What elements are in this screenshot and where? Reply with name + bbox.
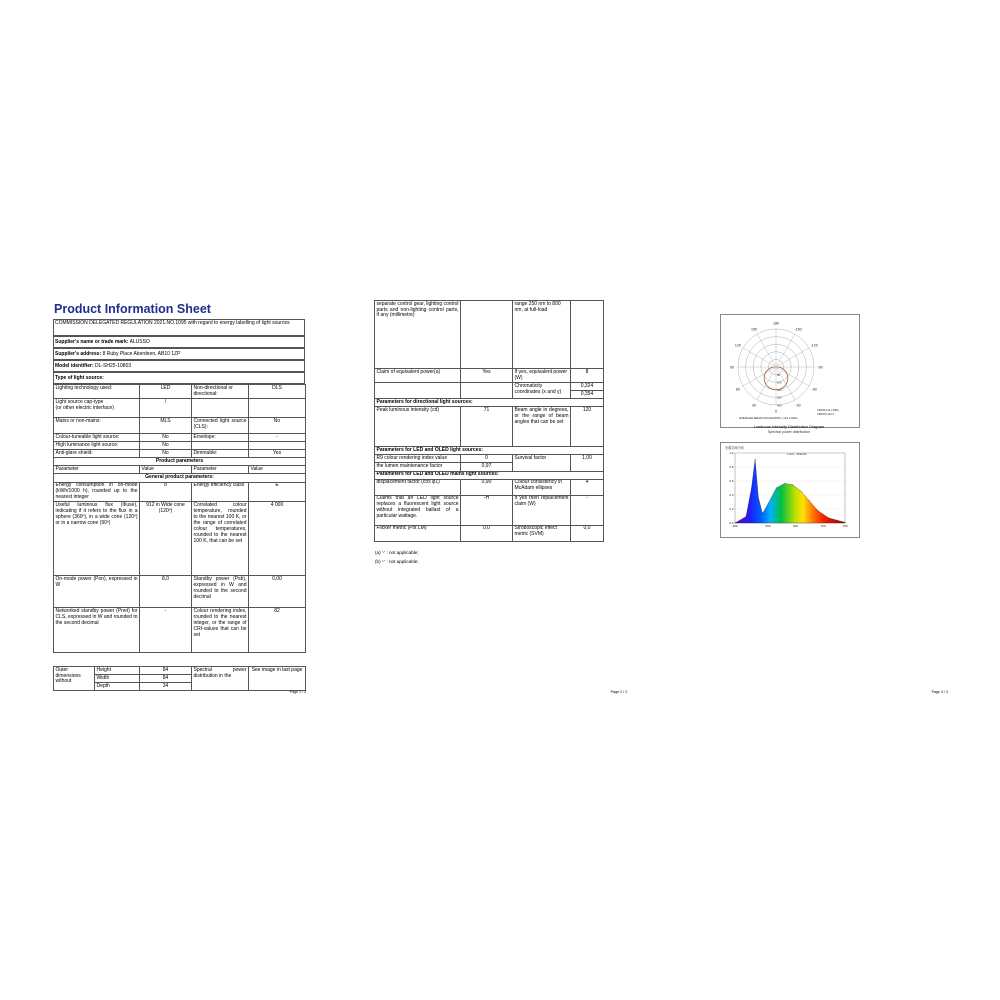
dimensions-table (53, 666, 306, 691)
spectrum-point (758, 497, 759, 498)
spectrum-point (755, 459, 756, 460)
directional-heading: Parameters for directional light sources: (375, 399, 604, 407)
table-row: Networked standby power (Pnet) for CLS, expressed in W and rounded to the second decimal - Colour rendering index, rounded to the nearest integer, or the range of CRI-values that can be set 82 (54, 608, 306, 653)
polar-radius-label: 240 (777, 388, 782, 393)
table-row: Lighting technology used: LED Non-directional or directional: DLS (54, 385, 306, 399)
table-row: Anti-glare shield: No Dimmable: Yes (54, 450, 306, 458)
product-params-heading: Product parameters (54, 458, 306, 466)
spectrum-point (809, 500, 810, 501)
spectrum-point (735, 523, 736, 524)
spectrum-xtick: 780 (842, 524, 848, 528)
spectrum-point (817, 510, 818, 511)
spectrum-point (845, 522, 846, 523)
polar-spoke (757, 334, 776, 367)
table-row: Energy consumption in on-mode (kWh/1000 h), rounded up to the nearest integer 8 Energy efficiency class E (54, 482, 306, 502)
polar-radius-label: 80 (777, 372, 781, 377)
table-row: High luminance light source: No (54, 442, 306, 450)
table-row: Outer dimensions without Height 84 Spectral power distribution in the See image in last page (54, 667, 306, 675)
page-2 (371, 300, 629, 696)
spectrum-point (768, 504, 769, 505)
model-value: DL-SH25-10803 (95, 363, 132, 369)
model-row (53, 360, 305, 372)
polar-spoke (776, 348, 809, 367)
polar-angle-label: 150 (751, 327, 757, 332)
spectrum-point (792, 484, 793, 485)
table-row: Depth 34 (54, 683, 306, 691)
page-number: Page 2 / 3 (610, 690, 627, 694)
polar-legend: AVERAGE BEAM ANGLE(50%): 112.2 DEG (739, 416, 798, 420)
table-row: Light source cap-type (or other electric interface) / (54, 399, 306, 418)
table-row: Colour-tuneable light source: No Envelope: - (54, 434, 306, 442)
polar-angle-label: 60 (735, 387, 740, 392)
spectrum-ytick: 0.0 (729, 521, 734, 525)
table-row: the lumen maintenance factor 0,97 (375, 463, 604, 471)
supplier-row (53, 336, 305, 348)
type-heading: Type of light source: (53, 372, 305, 384)
spectrum-frame (720, 442, 860, 538)
polar-angle-label: 120 (734, 343, 741, 348)
spectral-caption: Spectral power distribution (767, 430, 811, 434)
spectrum-xtick: 380 (732, 524, 738, 528)
polar-spoke (757, 367, 776, 400)
table-row: Width 84 (54, 675, 306, 683)
polar-radius-label: 320 (777, 395, 782, 400)
model-label: Model identifier: (55, 363, 94, 369)
spectrum-ytick: 1.0 (729, 451, 734, 455)
address-label: Supplier's address: (55, 351, 102, 357)
spectrum-title: 光谱功率分布 (725, 446, 745, 450)
polar-angle-label: -90 (817, 365, 823, 370)
polar-spoke (776, 334, 795, 367)
table-row: Claim of equivalent power(a) Yes If yes, equivalent power (W) 8 (375, 369, 604, 383)
mains-heading: Parameters for LED and OLED mains light sources: (375, 471, 604, 479)
polar-angle-label: 90 (730, 365, 734, 370)
polar-radius-label: 400 (777, 403, 782, 408)
table-row: Peak luminous intensity (cd) 71 Beam angle in degrees, or the range of beam angles that can be set 120 (375, 407, 604, 447)
spectrum-point (762, 513, 763, 514)
spectrum-ytick: 0.6 (729, 479, 734, 483)
spectrum-point (784, 483, 785, 484)
polar-angle-label: 180 (773, 321, 779, 326)
spectrum-xtick: 500 (765, 524, 771, 528)
footnote-b: (b) '-' : not applicable; (375, 559, 419, 564)
polar-radius-label: 160 (777, 380, 782, 385)
polar-caption: Luminous Intensity Distribution Diagram (753, 424, 825, 429)
polar-spoke (743, 348, 776, 367)
polar-angle-label: -120 (810, 343, 818, 348)
table-row: Flicker metric (Pst LM) 0,0 Stroboscopic effect metric (SVM) 0,0 (375, 525, 604, 541)
polar-angle-label: 30 (752, 403, 756, 408)
table-row: Useful luminous flux (Φuse), indicating if it refers to the flux in a sphere (360º), in a wide cone (120º) or in a narrow cone (90º) 912 in Wide cone (120º) Correlated colour temperature, rounded to the nearest 100 K, or the range of correlated colour temperatures, rounded to the nearest 100 K, that can be set 4 000 (54, 502, 306, 576)
spectrum-xtick: 600 (792, 524, 799, 528)
spectrum-point (801, 491, 802, 492)
spectrum-point (751, 488, 752, 489)
polar-diagram-frame (720, 314, 860, 428)
spectrum-point (776, 488, 777, 489)
table-row: Mains or non-mains: MLS Connected light source (CLS): No (54, 418, 306, 434)
table-row: R9 colour rendering index value 0 Survival factor 1,00 (375, 455, 604, 463)
page-title: Product Information Sheet (54, 302, 211, 316)
spectrum-point (828, 518, 829, 519)
polar-angle-label: -150 (794, 327, 802, 332)
page-1 (50, 300, 308, 696)
type-table (53, 384, 306, 653)
table-row: Claims that an LED light source replaces a fluorescent light source without integrated ballast of a particular wattage. -H If yes then replacement claim (W) - (375, 495, 604, 525)
spectrum-xtick: 700 (820, 524, 826, 528)
supplier-label: Supplier's name or trade mark: (55, 339, 129, 345)
table-row: 0,354 (375, 391, 604, 399)
table-row: Chromaticity coordinates (x and y) 0,324 (375, 383, 604, 391)
spectrum-series-area (735, 459, 845, 523)
address-row (53, 348, 305, 360)
polar-legend-c0: C0/180,112.2 DEG (817, 409, 839, 412)
regulation-text: COMMISSION DELEGATED REGULATION 2021.NO.1095 with regard to energy labelling of light sources (53, 319, 305, 336)
supplier-value: ALUSSO (129, 339, 150, 345)
led-heading: Parameters for LED and OLED light sources: (375, 447, 604, 455)
polar-spoke (743, 367, 776, 386)
polar-angle-label: -30 (795, 403, 801, 408)
polar-angle-label: -60 (811, 387, 817, 392)
table-row: separate control gear, lighting control parts and non-lighting control parts, if any (millimetre) range 250 nm to 800 nm, at full-load (375, 301, 604, 369)
address-value: 8 Ruby Place Aberdeen, AB10 1ZP (102, 351, 181, 357)
spectrum-chart (721, 443, 859, 537)
page-number: Page 3 / 3 (931, 690, 948, 694)
polar-diagram (721, 315, 859, 427)
spectrum-peak-label: 1.007, 4536nm (787, 452, 808, 456)
spectrum-point (746, 516, 747, 517)
general-params-heading: General product parameters: (54, 474, 306, 482)
spectrum-ytick: 0.4 (729, 493, 734, 497)
spectrum-ytick: 0.8 (729, 465, 734, 469)
polar-angle-label: 0 (775, 409, 777, 414)
page-3 (692, 300, 950, 696)
polar-legend-c90: C90/270,112.3 (817, 413, 834, 416)
params-header-row: Parameter Value Parameter Value (54, 466, 306, 474)
table-row: On-mode power (Pon), expressed in W 8,0 Standby power (Psb), expressed in W and rounded to the second decimal 0,00 (54, 576, 306, 608)
spectrum-ytick: 0.2 (729, 507, 734, 511)
footnote-a: (a) '-' : not applicable; (375, 550, 419, 555)
page-number: Page 1 / 3 (289, 690, 306, 694)
params-continued-table (374, 300, 604, 542)
table-row: displacement factor (cos φ1) 0,90 Colour consistency in McAdam ellipses 4 (375, 479, 604, 495)
